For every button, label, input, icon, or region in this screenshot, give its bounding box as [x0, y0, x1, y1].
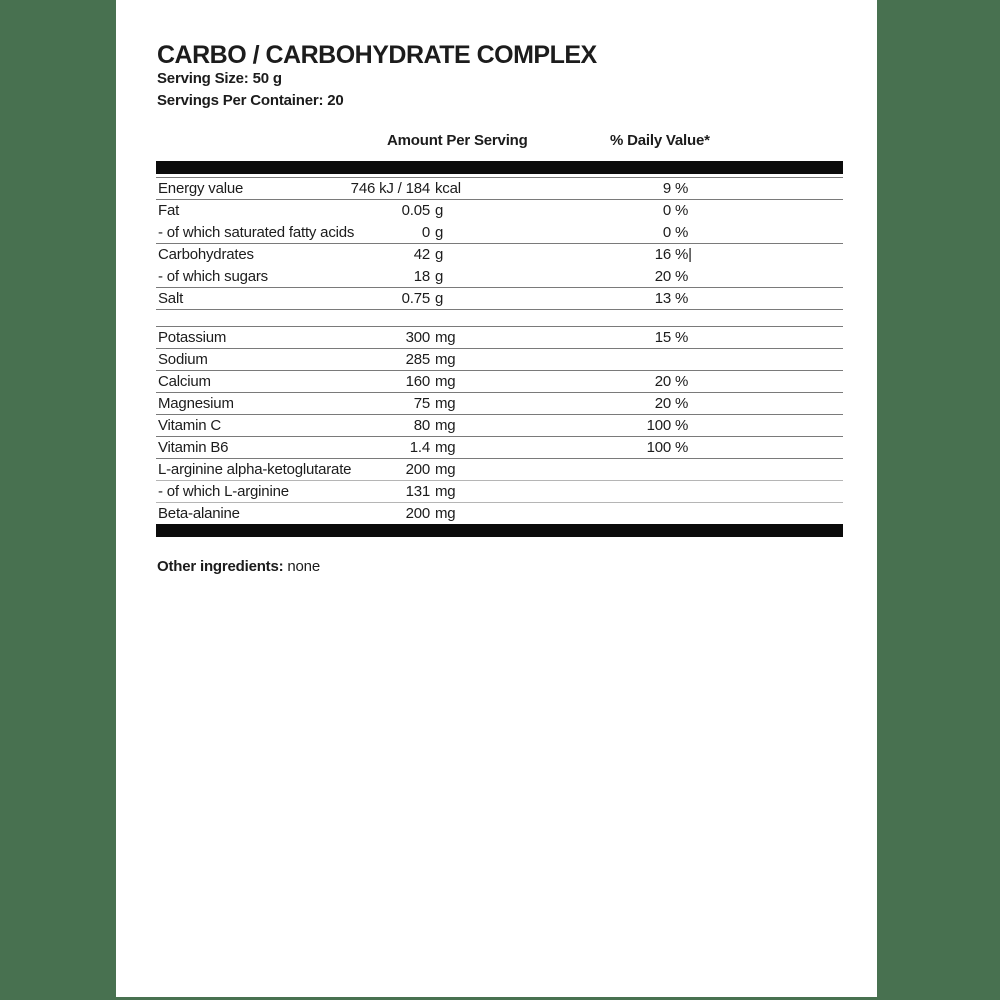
row-daily-value-number: 20 [654, 373, 671, 390]
row-daily-value-percent: % [675, 290, 689, 307]
table-row [156, 349, 843, 371]
row-amount-unit: g [435, 268, 444, 285]
table-row [156, 327, 843, 349]
row-daily-value-number: 13 [654, 290, 671, 307]
row-amount-number: 0.75 [401, 290, 430, 307]
table-section [156, 177, 843, 310]
row-amount-unit: mg [435, 483, 456, 500]
row-label: - of which L-arginine [158, 483, 289, 500]
table-row [156, 437, 843, 459]
row-amount-unit: mg [435, 351, 456, 368]
row-amount-unit: mg [435, 505, 456, 522]
row-amount-unit: mg [435, 329, 456, 346]
row-amount-number: 285 [405, 351, 430, 368]
table-row [156, 266, 843, 288]
row-label: Fat [158, 202, 180, 219]
row-amount-unit: mg [435, 373, 456, 390]
row-label: L-arginine alpha-ketoglutarate [158, 461, 352, 478]
row-amount-number: 200 [405, 505, 430, 522]
row-amount-number: 0 [421, 224, 430, 241]
other-ingredients-line [157, 558, 320, 575]
table-row [156, 288, 843, 310]
bottom-divider-bar [156, 524, 843, 537]
row-daily-value-percent: % [675, 202, 689, 219]
table-row [156, 415, 843, 437]
row-label: Beta-alanine [158, 505, 240, 522]
row-label: Calcium [158, 373, 211, 390]
row-daily-value-percent: %| [675, 246, 692, 263]
row-daily-value-percent: % [675, 373, 689, 390]
row-amount-number: 200 [405, 461, 430, 478]
row-daily-value-number: 20 [654, 268, 671, 285]
row-amount-number: 0.05 [401, 202, 430, 219]
row-label: Magnesium [158, 395, 234, 412]
nutrition-label-panel [116, 0, 877, 997]
row-daily-value-number: 100 [646, 417, 671, 434]
row-daily-value-number: 15 [654, 329, 671, 346]
row-daily-value-number: 0 [662, 224, 671, 241]
row-label: Potassium [158, 329, 227, 346]
row-label: Vitamin B6 [158, 439, 229, 456]
other-ingredients-value-text: none [287, 558, 320, 575]
top-divider-bar [156, 161, 843, 174]
row-label: Vitamin C [158, 417, 221, 434]
table-row [156, 481, 843, 503]
row-amount-number: 75 [413, 395, 430, 412]
page-title: CARBO / CARBOHYDRATE COMPLEX [157, 41, 597, 69]
column-header-amount: Amount Per Serving [387, 132, 528, 149]
servings-per-container-text: Servings Per Container: 20 [157, 92, 344, 109]
row-daily-value-percent: % [675, 439, 689, 456]
row-amount-unit: g [435, 290, 444, 307]
table-row [156, 371, 843, 393]
row-daily-value-number: 0 [662, 202, 671, 219]
table-row [156, 503, 843, 525]
other-ingredients-label: Other ingredients: [157, 558, 284, 575]
row-amount-unit: mg [435, 417, 456, 434]
row-amount-unit: mg [435, 461, 456, 478]
row-amount-unit: g [435, 246, 444, 263]
row-amount-unit: g [435, 224, 444, 241]
column-header-daily-value: % Daily Value* [610, 132, 710, 149]
row-daily-value-percent: % [675, 268, 689, 285]
row-amount-unit: mg [435, 439, 456, 456]
row-amount-number: 80 [413, 417, 430, 434]
row-amount-number: 131 [405, 483, 430, 500]
table-section [156, 326, 843, 525]
row-daily-value-percent: % [675, 395, 689, 412]
row-amount-number: 1.4 [409, 439, 430, 456]
table-body [156, 177, 843, 525]
row-amount-number: 160 [405, 373, 430, 390]
row-amount-unit: mg [435, 395, 456, 412]
row-daily-value-percent: % [675, 329, 689, 346]
row-label: - of which saturated fatty acids [158, 224, 355, 241]
row-label: Energy value [158, 180, 244, 197]
table-row [156, 244, 843, 266]
row-amount-number: 18 [413, 268, 430, 285]
table-row [156, 200, 843, 222]
row-label: - of which sugars [158, 268, 268, 285]
serving-size-text: Serving Size: 50 g [157, 70, 282, 87]
row-daily-value-percent: % [675, 180, 689, 197]
table-row [156, 222, 843, 244]
row-label: Salt [158, 290, 184, 307]
table-row [156, 393, 843, 415]
table-row [156, 178, 843, 200]
row-label: Carbohydrates [158, 246, 254, 263]
table-row [156, 459, 843, 481]
row-amount-number: 42 [413, 246, 430, 263]
row-daily-value-number: 9 [662, 180, 671, 197]
row-label: Sodium [158, 351, 208, 368]
row-daily-value-percent: % [675, 224, 689, 241]
row-amount-unit: kcal [435, 180, 461, 197]
row-amount-unit: g [435, 202, 444, 219]
row-amount-number: 300 [405, 329, 430, 346]
row-amount-number: 746 kJ / 184 [350, 180, 430, 197]
row-daily-value-number: 16 [654, 246, 671, 263]
row-daily-value-percent: % [675, 417, 689, 434]
row-daily-value-number: 100 [646, 439, 671, 456]
row-daily-value-number: 20 [654, 395, 671, 412]
